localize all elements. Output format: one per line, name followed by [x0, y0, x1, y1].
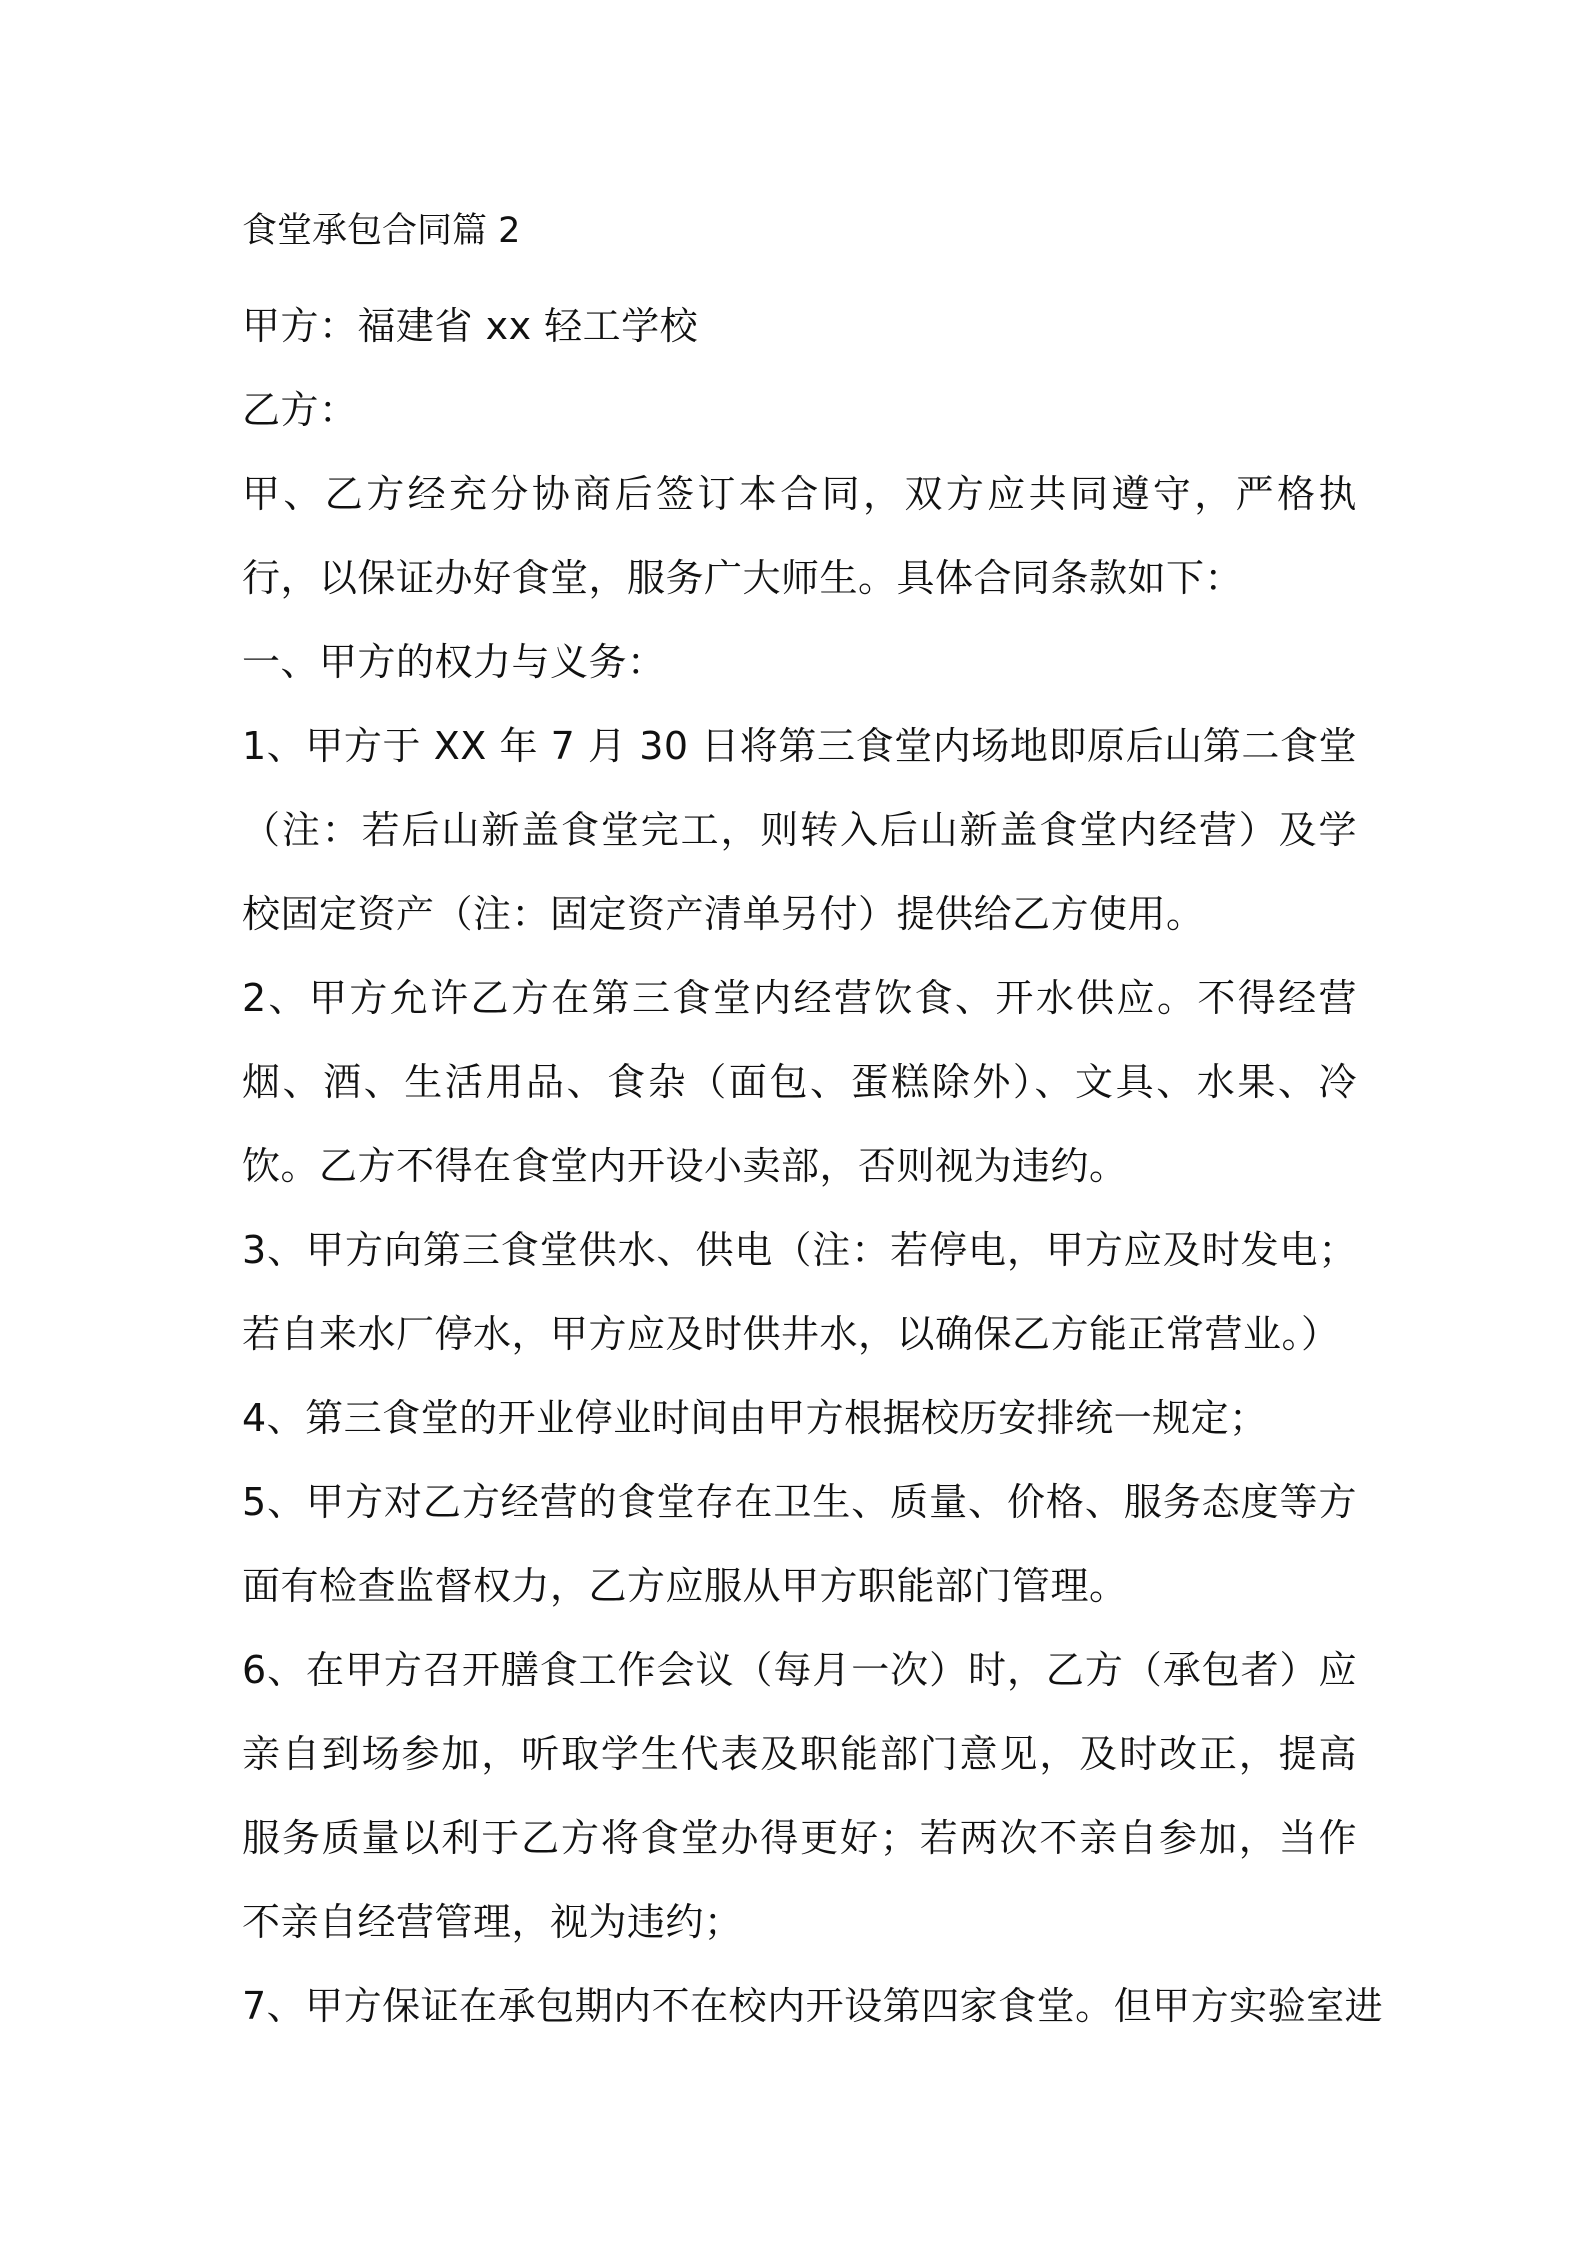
- document-title: 食堂承包合同篇 2: [242, 211, 521, 251]
- clause-2: 2、甲方允许乙方在第三食堂内经营饮食、开水供应。不得经营烟、酒、生活用品、食杂（面包、蛋糕除外）、文具、水果、冷饮。乙方不得在食堂内开设小卖部，否则视为违约。: [242, 976, 1357, 1188]
- clause-4: 4、第三食堂的开业停业时间由甲方根据校历安排统一规定；: [242, 1396, 1268, 1440]
- intro-paragraph: 甲、乙方经充分协商后签订本合同，双方应共同遵守，严格执行，以保证办好食堂，服务广大师生。具体合同条款如下：: [242, 472, 1357, 600]
- clause-3: 3、甲方向第三食堂供水、供电（注：若停电，甲方应及时发电；若自来水厂停水，甲方应及时供井水，以确保乙方能正常营业。）: [242, 1228, 1357, 1356]
- clause-1: 1、甲方于 XX 年 7 月 30 日将第三食堂内场地即原后山第二食堂（注：若后山新盖食堂完工，则转入后山新盖食堂内经营）及学校固定资产（注：固定资产清单另付）提供给乙方使用。: [242, 724, 1357, 936]
- party-a-line: 甲方：福建省 xx 轻工学校: [242, 304, 699, 348]
- clause-5: 5、甲方对乙方经营的食堂存在卫生、质量、价格、服务态度等方面有检查监督权力，乙方应服从甲方职能部门管理。: [242, 1480, 1357, 1608]
- clause-7: 7、甲方保证在承包期内不在校内开设第四家食堂。但甲方实验室进: [242, 1984, 1384, 2028]
- section-heading-1: 一、甲方的权力与义务：: [242, 640, 666, 684]
- document-body: [242, 196, 1384, 2048]
- clause-6: 6、在甲方召开膳食工作会议（每月一次）时，乙方（承包者）应亲自到场参加，听取学生代表及职能部门意见，及时改正，提高服务质量以利于乙方将食堂办得更好；若两次不亲自参加，当作不亲自经营管理，视为违约；: [242, 1648, 1357, 1944]
- party-b-line: 乙方：: [242, 388, 358, 432]
